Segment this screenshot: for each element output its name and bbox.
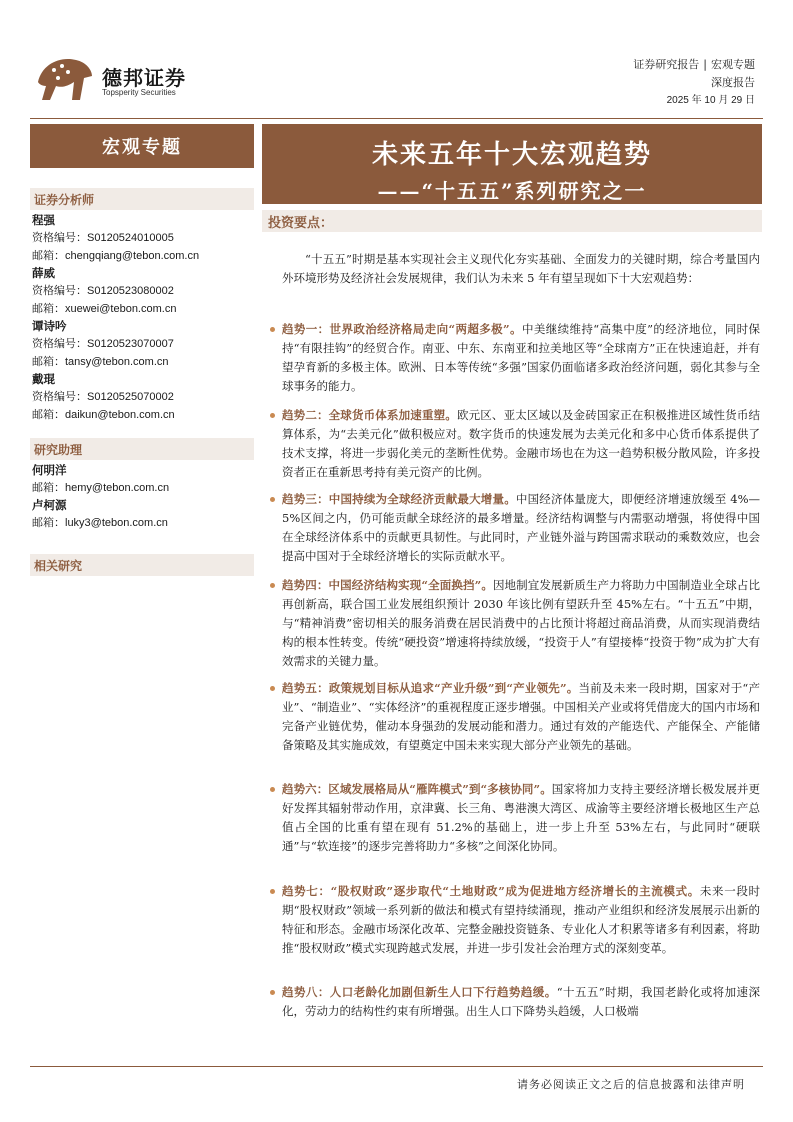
analyst-entry <box>32 265 258 318</box>
bullet-icon <box>270 327 275 332</box>
report-depth: 深度报告 <box>711 76 755 89</box>
analyst-entry <box>32 212 258 265</box>
trend-heading: 趋势一：世界政治经济格局走向“两超多极”。 <box>282 322 522 336</box>
disclaimer-footer[interactable]: 请务必阅读正文之后的信息披露和法律声明 <box>517 1078 745 1091</box>
assistant-name: 何明洋 <box>32 463 67 477</box>
company-logo-icon <box>34 52 96 108</box>
trend-paragraph <box>282 679 760 755</box>
email-label: 邮箱： <box>32 408 65 421</box>
cert-label: 资格编号： <box>32 337 87 350</box>
report-meta: 证券研究报告 | 宏观专题 深度报告 2025 年 10 月 29 日 <box>633 56 755 110</box>
brand-name-cn: 德邦证券 <box>102 66 186 90</box>
report-type: 宏观专题 <box>711 58 755 71</box>
trend-body: 因地制宜发展新质生产力将助力中国制造业全球占比再创新高，联合国工业发展组织预计 2030 年该比例有望跃升至 45%左右。“十五五”中期，与“精神消费”密切相关的服务消费在居民消费中的占比预计将超过商品消费，从而实现消费结构的根本性转变。传统“硬投资”增速将持续放缓，“投资于人”有望接棒“投资于物”成为扩大有效需求的关键力量。 <box>282 578 760 668</box>
trend-heading: 趋势二：全球货币体系加速重塑。 <box>282 408 457 422</box>
assistant-email[interactable]: hemy@tebon.com.cn <box>65 482 170 494</box>
investment-highlights-label: 投资要点： <box>262 210 762 232</box>
email-label: 邮箱： <box>32 355 65 368</box>
brand-name-en: Topsperity Securities <box>102 88 176 97</box>
analyst-entry <box>32 371 258 424</box>
intro-paragraph: “十五五”时期是基本实现社会主义现代化夯实基础、全面发力的关键时期，综合考量国内外环境形势及经济社会发展规律，我们认为未来 5 年有望呈现如下十大宏观趋势： <box>282 252 760 285</box>
assistant-name: 卢柯源 <box>32 498 67 512</box>
email-label: 邮箱： <box>32 249 65 262</box>
email-label: 邮箱： <box>32 302 65 315</box>
trend-heading: 趋势七：“股权财政”逐步取代“土地财政”成为促进地方经济增长的主流模式。 <box>282 884 700 898</box>
trend-heading: 趋势四：中国经济结构实现“全面换挡”。 <box>282 578 493 592</box>
related-research-title: 相关研究 <box>30 554 254 576</box>
analyst-name: 薛威 <box>32 266 55 280</box>
analyst-entry <box>32 318 258 371</box>
trend-heading: 趋势五：政策规划目标从追求“产业升级”到“产业领先”。 <box>282 681 579 695</box>
trend-paragraph <box>282 780 760 856</box>
trend-paragraph <box>282 576 760 671</box>
bullet-icon <box>270 497 275 502</box>
analyst-cert: S0120523080002 <box>87 285 174 297</box>
footer-divider <box>30 1066 763 1067</box>
trend-body: 国家将加力支持主要经济增长极发展并更好发挥其辐射带动作用，京津冀、长三角、粤港澳大湾区、成渝等主要经济增长极地区生产总值占全国的比重有望在现有 51.2%的基础上，进一步上升至 53%左右，与此同时“硬联通”与“软连接”的逐步完善将助力“多核”之间深化协同。 <box>282 782 760 853</box>
page-subtitle: ——“十五五”系列研究之一 <box>377 179 647 203</box>
cert-label: 资格编号： <box>32 284 87 297</box>
analysts-title: 证券分析师 <box>30 188 254 210</box>
header-divider <box>30 118 763 119</box>
bullet-icon <box>270 889 275 894</box>
assistant-entry <box>32 462 258 497</box>
assistants-title: 研究助理 <box>30 438 254 460</box>
bullet-icon <box>270 990 275 995</box>
bullet-icon <box>270 787 275 792</box>
analyst-cert: S0120525070002 <box>87 391 174 403</box>
trend-heading: 趋势八：人口老龄化加剧但新生人口下行趋势趋缓。 <box>282 985 557 999</box>
trend-body: 当前及未来一段时期，国家对于“产业”、“制造业”、“实体经济”的重视程度正逐步增强。中国相关产业或将凭借庞大的国内市场和完备产业链优势，催动本身强劲的发展动能和潜力。通过有效的产能迭代、产能保全、产能储备策略及其实施成效，有望奠定中国未来实现大部分产业领先的基础。 <box>282 681 760 752</box>
analyst-name: 戴琨 <box>32 372 55 386</box>
trend-body: 未来一段时期“股权财政”领域一系列新的做法和模式有望持续涌现，推动产业组织和经济发展展示出新的特征和形态。金融市场深化改革、完整金融投资链条、专业化人才积累等诸多有利因素，将助推“股权财政”模式实现跨越式发展，并进一步引发社会治理方式的深刻变革。 <box>282 884 760 955</box>
bullet-icon <box>270 686 275 691</box>
cert-label: 资格编号： <box>32 390 87 403</box>
trend-paragraph <box>282 490 760 566</box>
report-date: 2025 年 10 月 29 日 <box>666 95 755 106</box>
assistant-list <box>32 462 258 532</box>
trend-body: 欧元区、亚太区域以及金砖国家正在积极推进区域性货币结算体系，为“去美元化”做积极应对。数字货币的快速发展为去美元化和多中心货币体系提供了技术支撑，将进一步弱化美元的垄断性优势。金融市场也在为这一趋势积极分散风险，许多投资者正在重新思考持有美元资产的比例。 <box>282 408 760 479</box>
page-title: 未来五年十大宏观趋势 <box>371 140 652 170</box>
section-label: 宏观专题 <box>30 124 254 168</box>
trend-paragraph <box>282 320 760 396</box>
title-band <box>262 124 762 204</box>
email-label: 邮箱： <box>32 516 65 529</box>
analyst-email[interactable]: xuewei@tebon.com.cn <box>65 303 177 315</box>
analyst-cert: S0120523070007 <box>87 338 174 350</box>
trend-body: “十五五”时期，我国老龄化或将加速深化，劳动力的结构性约束有所增强。出生人口下降势头趋缓，人口极端 <box>282 985 760 1018</box>
analyst-email[interactable]: daikun@tebon.com.cn <box>65 409 175 421</box>
trend-body: 中国经济体量庞大，即便经济增速放缓至 4%—5%区间之内，仍可能贡献全球经济的最多增量。经济结构调整与内需驱动增强，将使得中国在全球经济体系中的贡献更具韧性。与此同时，产业链外溢与跨国需求联动的乘数效应，也会提高中国对于全球经济增长的实际贡献水平。 <box>282 492 761 563</box>
bullet-icon <box>270 413 275 418</box>
trend-heading: 趋势三：中国持续为全球经济贡献最大增量。 <box>282 492 516 506</box>
trend-paragraph <box>282 983 760 1021</box>
assistant-entry <box>32 497 258 532</box>
assistant-email[interactable]: luky3@tebon.com.cn <box>65 517 168 529</box>
email-label: 邮箱： <box>32 481 65 494</box>
trend-body: 中美继续维持“高集中度”的经济地位，同时保持“有限挂钩”的经贸合作。南亚、中东、东南亚和拉美地区等“全球南方”正在快速追赶，并有望孕育新的多极主体。欧洲、日本等传统“多强”国家仍面临诸多政治经济问题，弱化其参与全球事务的能力。 <box>282 322 760 393</box>
analyst-name: 程强 <box>32 213 55 227</box>
analyst-name: 谭诗吟 <box>32 319 67 333</box>
trend-paragraph <box>282 406 760 482</box>
analyst-list <box>32 212 258 424</box>
trend-paragraph <box>282 882 760 958</box>
analyst-cert: S0120524010005 <box>87 232 174 244</box>
analyst-email[interactable]: tansy@tebon.com.cn <box>65 356 169 368</box>
report-category: 证券研究报告 <box>633 58 700 71</box>
cert-label: 资格编号： <box>32 231 87 244</box>
analyst-email[interactable]: chengqiang@tebon.com.cn <box>65 250 200 262</box>
bullet-icon <box>270 583 275 588</box>
trend-heading: 趋势六：区域发展格局从“雁阵模式”到“多核协同”。 <box>282 782 552 796</box>
